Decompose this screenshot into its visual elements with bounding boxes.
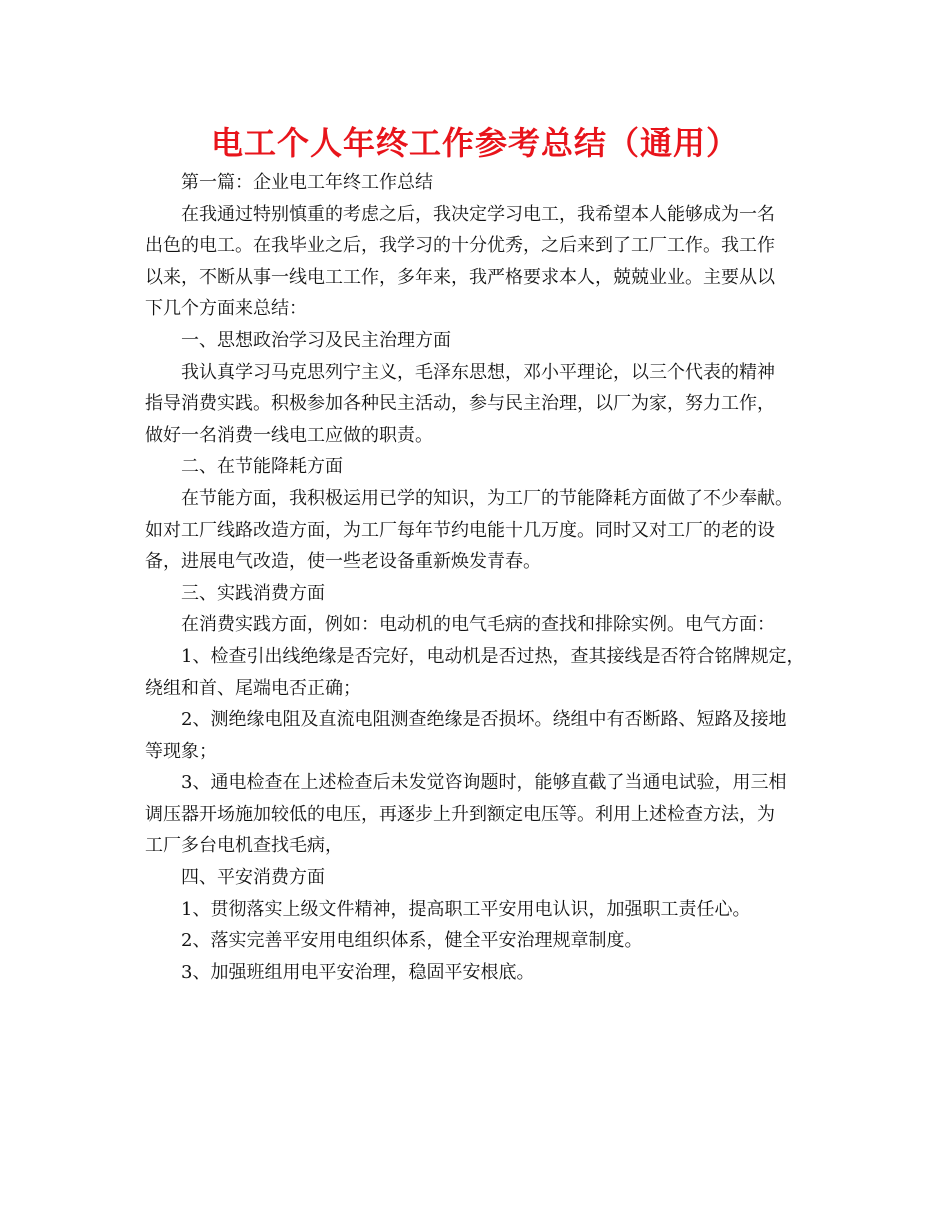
text-line: 做好一名消费一线电工应做的职责。 bbox=[145, 424, 433, 446]
text-line: 指导消费实践。积极参加各种民主活动，参与民主治理，以厂为家，努力工作， bbox=[145, 393, 775, 415]
document-title: 电工个人年终工作参考总结（通用） bbox=[210, 124, 739, 162]
text-line: 1、贯彻落实上级文件精神，提高职工平安用电认识，加强职工责任心。 bbox=[181, 898, 751, 920]
text-line: 一、思想政治学习及民主治理方面 bbox=[181, 329, 451, 351]
text-line: 2、测绝缘电阻及直流电阻测查绝缘是否损坏。绕组中有否断路、短路及接地 bbox=[181, 709, 787, 731]
text-line: 出色的电工。在我毕业之后，我学习的十分优秀，之后来到了工厂工作。我工作 bbox=[145, 235, 775, 257]
text-line: 下几个方面来总结： bbox=[145, 298, 307, 320]
text-line: 绕组和首、尾端电否正确； bbox=[145, 677, 361, 699]
text-line: 二、在节能降耗方面 bbox=[181, 456, 343, 478]
text-line: 第一篇：企业电工年终工作总结 bbox=[181, 172, 433, 193]
text-line: 三、实践消费方面 bbox=[181, 582, 325, 604]
text-line: 我认真学习马克思列宁主义，毛泽东思想，邓小平理论，以三个代表的精神 bbox=[181, 361, 775, 383]
document-body bbox=[145, 167, 810, 988]
text-line: 在消费实践方面，例如：电动机的电气毛病的查找和排除实例。电气方面： bbox=[181, 614, 775, 636]
text-line: 3、通电检查在上述检查后未发觉咨询题时，能够直截了当通电试验，用三相 bbox=[181, 772, 787, 794]
text-line: 等现象； bbox=[145, 740, 217, 762]
text-line: 在我通过特别慎重的考虑之后，我决定学习电工，我希望本人能够成为一名 bbox=[181, 203, 775, 225]
text-line: 四、平安消费方面 bbox=[181, 867, 325, 889]
text-line: 1、检查引出线绝缘是否完好，电动机是否过热，查其接线是否符合铭牌规定， bbox=[181, 645, 805, 667]
text-line: 以来，不断从事一线电工工作，多年来，我严格要求本人，兢兢业业。主要从以 bbox=[145, 266, 775, 288]
text-line: 3、加强班组用电平安治理，稳固平安根底。 bbox=[181, 961, 535, 983]
text-line: 在节能方面，我积极运用已学的知识，为工厂的节能降耗方面做了不少奉献。 bbox=[181, 487, 793, 509]
text-line: 工厂多台电机查找毛病， bbox=[145, 835, 343, 857]
text-line: 2、落实完善平安用电组织体系，健全平安治理规章制度。 bbox=[181, 930, 643, 952]
text-line: 备，进展电气改造，使一些老设备重新焕发青春。 bbox=[145, 551, 541, 573]
text-line: 调压器开场施加较低的电压，再逐步上升到额定电压等。利用上述检查方法，为 bbox=[145, 803, 775, 825]
text-line: 如对工厂线路改造方面，为工厂每年节约电能十几万度。同时又对工厂的老的设 bbox=[145, 519, 775, 541]
